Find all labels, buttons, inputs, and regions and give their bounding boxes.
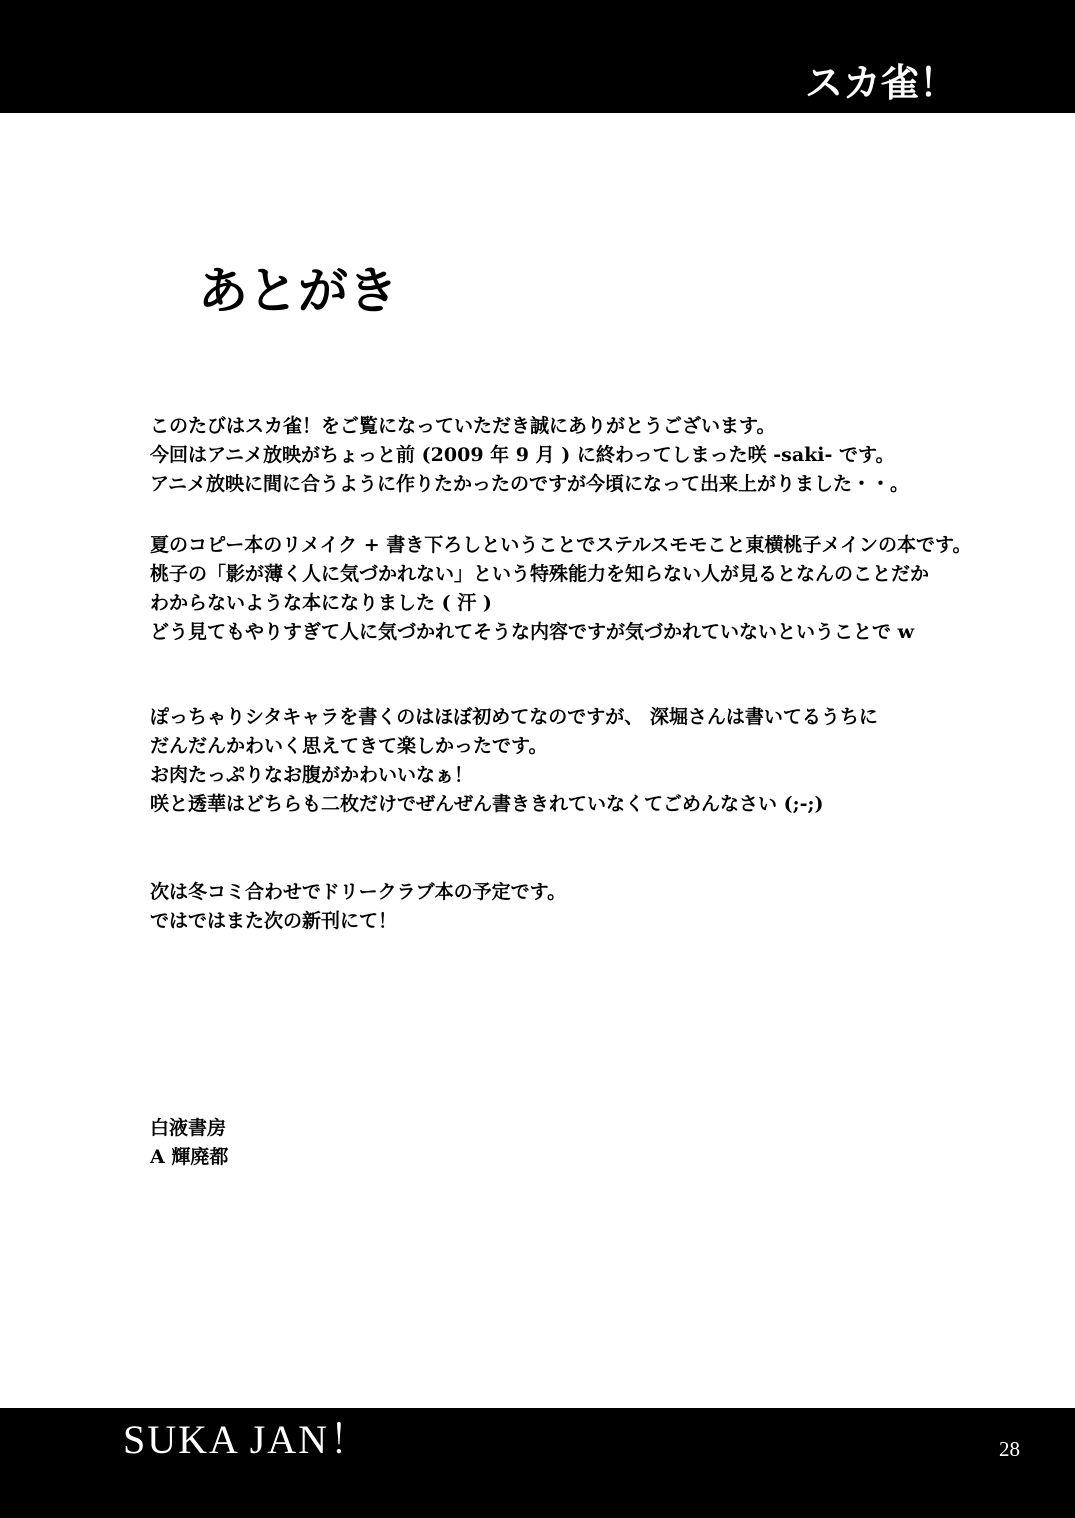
text-line: 咲と透華はどちらも二枚だけでぜんぜん書ききれていなくてごめんなさい (;-;) xyxy=(150,793,824,815)
paragraph-characters xyxy=(150,703,980,819)
text-line: 桃子の「影が薄く人に気づかれない」という特殊能力を知らない人が見るとなんのことだか xyxy=(150,563,930,585)
header-title: スカ雀！ xyxy=(804,61,957,105)
afterword-heading: あとがき xyxy=(198,262,398,320)
text-line: 今回はアニメ放映がちょっと前 (2009 年 9 月 ) に終わってしまった咲 -saki- です。 xyxy=(150,444,895,466)
text-line: 夏のコピー本のリメイク + 書き下ろしということでステルスモモこと東横桃子メインの本です。 xyxy=(150,534,972,556)
footer-title: SUKA JAN！ xyxy=(123,1417,372,1462)
page-number: 28 xyxy=(999,1437,1020,1461)
text-line: お肉たっぷりなお腹がかわいいなぁ！ xyxy=(150,764,474,786)
text-line: ではではまた次の新刊にて！ xyxy=(150,910,398,932)
text-line: 次は冬コミ合わせでドリークラブ本の予定です。 xyxy=(150,881,567,903)
text-line: ぽっちゃりシタキャラを書くのはほぼ初めてなのですが、 深堀さんは書いてるうちに xyxy=(150,706,878,728)
text-line: このたびはスカ雀！をご覧になっていただき誠にありがとうございます。 xyxy=(150,415,776,437)
circle-name: 白液書房 xyxy=(150,1117,227,1139)
text-line: だんだんかわいく思えてきて楽しかったです。 xyxy=(150,735,548,757)
paragraph-thanks xyxy=(150,412,980,499)
signature-block xyxy=(150,1114,980,1172)
paragraph-next xyxy=(150,878,980,936)
author-name: A 輝廃都 xyxy=(150,1146,229,1168)
text-line: どう見てもやりすぎて人に気づかれてそうな内容ですが気づかれていないということで w xyxy=(150,621,914,643)
text-line: わからないような本になりました ( 汗 ) xyxy=(150,592,492,614)
text-line: アニメ放映に間に合うように作りたかったのですが今頃になって出来上がりました・・。 xyxy=(150,473,910,495)
paragraph-content xyxy=(150,531,980,647)
